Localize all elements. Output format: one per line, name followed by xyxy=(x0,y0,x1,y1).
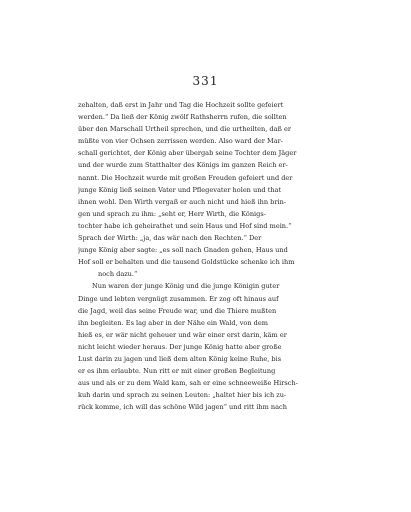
text-line: die Jagd, weil das seine Freude war, und die Thiere mußten xyxy=(78,306,277,315)
text-line: schall gerichtet, der König aber übergab seine Tochter dem Jäger xyxy=(78,149,297,158)
text-line: ihnen wohl. Den Wirth vergaß er auch nicht und hieß ihn brin- xyxy=(78,197,287,206)
text-line: er es ihm erlaubte. Nun ritt er mit einer großen Begleitung xyxy=(78,367,276,376)
text-line: über den Marschall Urtheil sprechen, und die urtheilten, daß er xyxy=(78,125,291,134)
text-line: kuh darin und sprach zu seinen Leuten: „haltet hier bis ich zu- xyxy=(78,391,287,400)
text-line: müßte von vier Ochsen zerrissen werden. Also ward der Mar- xyxy=(78,137,283,146)
text-line: rück komme, ich will das schöne Wild jagen“ und ritt ihm nach xyxy=(78,403,287,412)
text-line: Hof soll er behalten und die tausend Goldstücke schenke ich ihm xyxy=(78,258,295,267)
text-line: gen und sprach zu ihm: „seht er, Herr Wirth, die Königs- xyxy=(78,209,266,218)
page-number: 331 xyxy=(192,74,219,88)
text-line: ihn begleiten. Es lag aber in der Nähe ein Wald, von dem xyxy=(78,318,268,327)
text-line: zehalten, daß erst in Jahr und Tag die Hochzeit sollte gefeiert xyxy=(78,101,284,109)
paragraph-start-line: Nun waren der junge König und die junge Königin guter xyxy=(92,282,280,291)
text-line: aus und als er zu dem Wald kam, sah er eine schneeweiße Hirsch- xyxy=(78,379,298,388)
body-text xyxy=(78,99,370,413)
text-line: Dinge und lebten vergnügt zusammen. Er zog oft hinaus auf xyxy=(78,294,279,303)
text-line: und der wurde zum Statthalter des Königs im ganzen Reich er- xyxy=(78,161,288,170)
text-line: hieß es, er wär nicht geheuer und wär einer erst darin, käm er xyxy=(78,330,287,339)
text-line: noch dazu.“ xyxy=(98,270,138,279)
text-line: junge König ließ seinen Vater und Pflegevater holen und that xyxy=(78,185,282,194)
text-line: junge König aber sagte: „es soll nach Gnaden gehen, Haus und xyxy=(78,246,288,255)
text-line: werden.“ Da ließ der König zwölf Rathsherrn rufen, die sollten xyxy=(78,113,287,122)
text-line: tochter habe ich geheirathet und sein Haus und Hof sind mein.“ xyxy=(78,221,292,230)
text-line: nannt. Die Hochzeit wurde mit großen Freuden gefeiert und der xyxy=(78,173,293,182)
text-line: Lust darin zu jagen und ließ dem alten König keine Ruhe, bis xyxy=(78,354,282,363)
text-line: nicht leicht wieder heraus. Der junge König hatte aber große xyxy=(78,342,282,351)
text-line: Sprach der Wirth: „ja, das wär nach den Rechten.“ Der xyxy=(78,234,262,243)
